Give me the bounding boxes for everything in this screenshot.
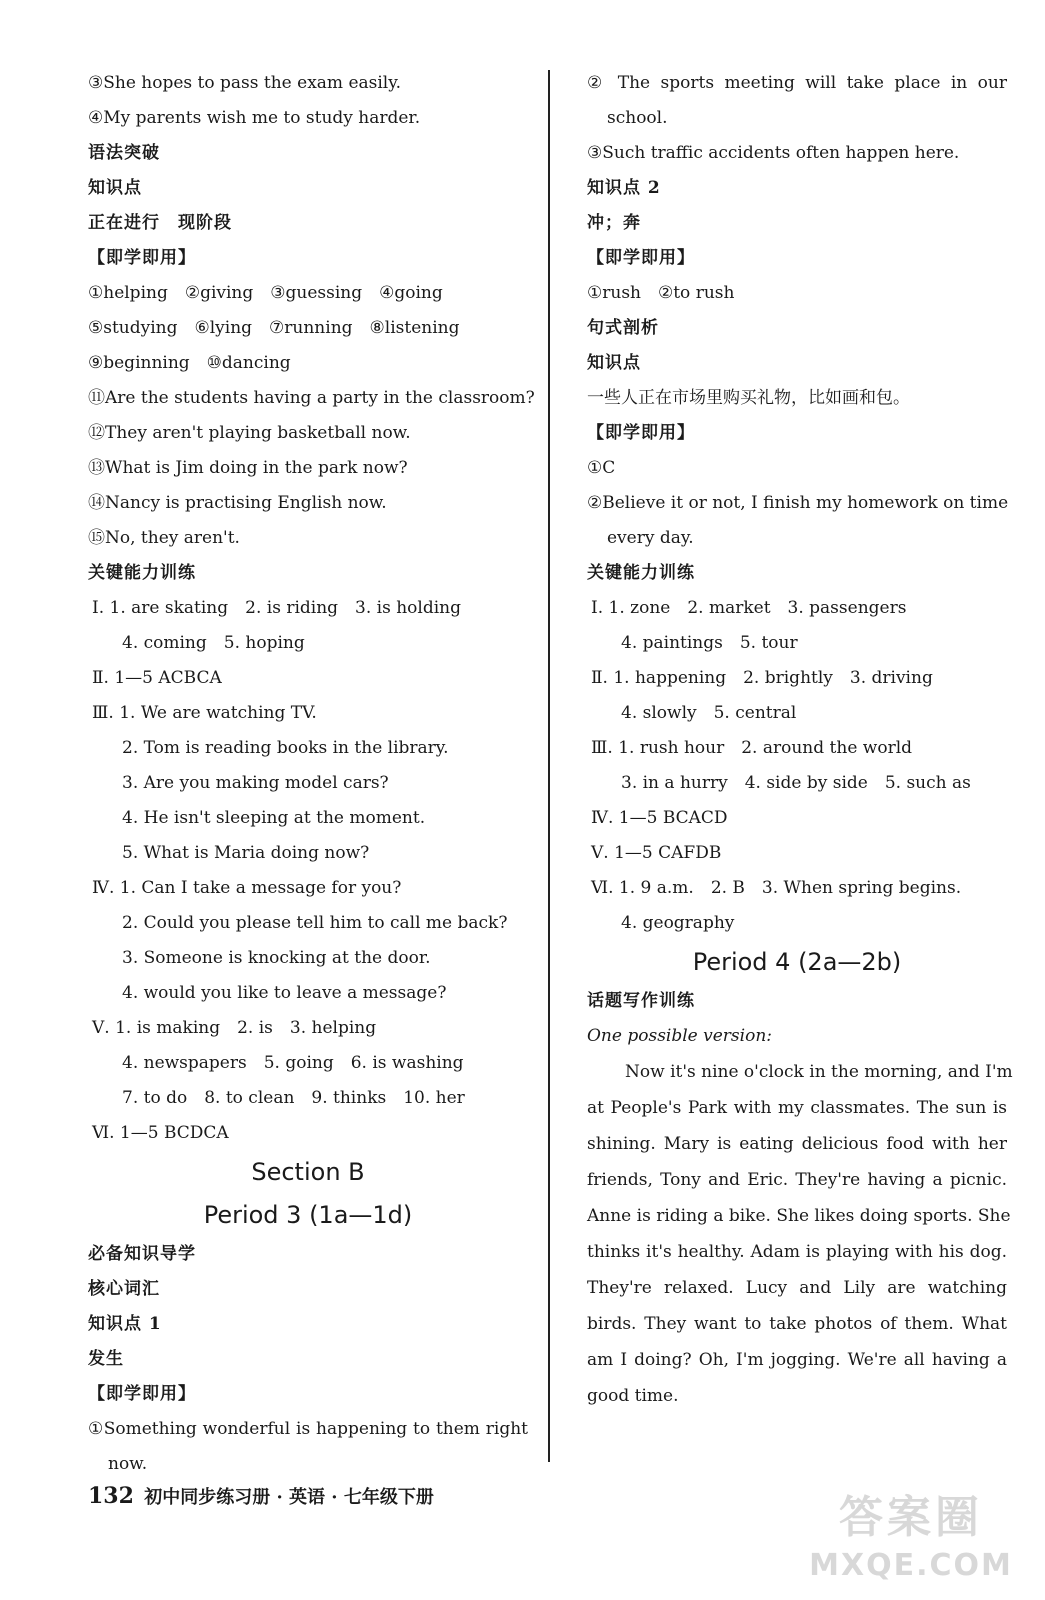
answer-line: 5. What is Maria doing now?: [122, 843, 370, 863]
answer-line: 关键能力训练: [88, 563, 196, 583]
answer-line: Ⅵ. 1. 9 a.m. 2. B 3. When spring begins.: [591, 878, 962, 898]
answer-line: Ⅰ. 1. are skating 2. is riding 3. is holding: [92, 598, 461, 618]
answer-line: ②Believe it or not, I finish my homework on time: [587, 493, 1009, 513]
answer-line: Ⅳ. 1. Can I take a message for you?: [92, 878, 402, 898]
answer-line: ⑭Nancy is practising English now.: [88, 493, 387, 513]
answer-line: 4. paintings 5. tour: [621, 633, 798, 653]
essay-line: Now it's nine o'clock in the morning, and I'm: [625, 1062, 1013, 1082]
section-heading: Period 4 (2a—2b): [692, 948, 902, 976]
right-column: [587, 66, 1013, 1414]
answer-line: 3. Someone is knocking at the door.: [122, 948, 431, 968]
essay-line: at People's Park with my classmates. The sun is: [587, 1098, 1007, 1118]
page-footer: [88, 1483, 434, 1509]
answer-line: 4. coming 5. hoping: [122, 633, 305, 653]
answer-line: Ⅵ. 1—5 BCDCA: [92, 1123, 229, 1143]
sample-essay: [587, 1054, 1013, 1414]
answer-line: 知识点 2: [587, 178, 661, 198]
essay-line: Anne is riding a bike. She likes doing sports. She: [587, 1206, 1011, 1226]
column-divider: [548, 70, 550, 1462]
answer-line: 4. He isn't sleeping at the moment.: [122, 808, 426, 828]
answer-line: 4. slowly 5. central: [621, 703, 797, 723]
answer-line: Ⅳ. 1—5 BCACD: [591, 808, 728, 828]
section-heading: Section B: [251, 1158, 365, 1186]
answer-line: 知识点: [88, 178, 142, 198]
answer-line: 知识点 1: [88, 1314, 162, 1334]
answer-line: 3. in a hurry 4. side by side 5. such as: [621, 773, 971, 793]
watermark-cn: 答案圈: [839, 1492, 983, 1543]
answer-line: One possible version:: [587, 1026, 772, 1046]
answer-line: 2. Could you please tell him to call me back?: [122, 913, 508, 933]
answer-line: ①Something wonderful is happening to them right: [88, 1419, 528, 1439]
answer-line: ①C: [587, 458, 616, 478]
right-column-answers: [587, 66, 1007, 1054]
answer-line: Ⅰ. 1. zone 2. market 3. passengers: [591, 598, 907, 618]
answer-line: Ⅱ. 1—5 ACBCA: [92, 668, 222, 688]
essay-line: friends, Tony and Eric. They're having a picnic.: [587, 1170, 1007, 1190]
answer-line: ①helping ②giving ③guessing ④going: [88, 283, 443, 303]
essay-line: good time.: [587, 1386, 679, 1406]
answer-line: 4. newspapers 5. going 6. is washing: [122, 1053, 464, 1073]
answer-line: 核心词汇: [88, 1279, 160, 1299]
answer-line: ② The sports meeting will take place in our: [587, 73, 1007, 93]
answer-line: Ⅱ. 1. happening 2. brightly 3. driving: [591, 668, 933, 688]
answer-line: 4. would you like to leave a message?: [122, 983, 447, 1003]
answer-line: 知识点: [587, 353, 641, 373]
watermark-en: MXQE.COM: [809, 1548, 1013, 1583]
answer-line: 正在进行 现阶段: [88, 213, 232, 233]
answer-line: ⑬What is Jim doing in the park now?: [88, 458, 408, 478]
answer-line: 4. geography: [621, 913, 735, 933]
answer-line: ①rush ②to rush: [587, 283, 735, 303]
section-heading: Period 3 (1a—1d): [203, 1201, 413, 1229]
answer-line: Ⅴ. 1—5 CAFDB: [591, 843, 722, 863]
answer-line: 必备知识导学: [88, 1244, 196, 1264]
answer-line: ③She hopes to pass the exam easily.: [88, 73, 401, 93]
book-title: 初中同步练习册 · 英语 · 七年级下册: [144, 1487, 434, 1508]
answer-line: 一些人正在市场里购买礼物，比如画和包。: [587, 388, 910, 408]
essay-line: shining. Mary is eating delicious food with her: [587, 1134, 1007, 1154]
answer-line: school.: [607, 108, 668, 128]
answer-line: ⑮No, they aren't.: [88, 528, 240, 548]
answer-line: 3. Are you making model cars?: [122, 773, 389, 793]
answer-line: 发生: [88, 1349, 124, 1369]
site-watermark: [791, 1488, 1031, 1588]
answer-line: 话题写作训练: [587, 991, 695, 1011]
answer-line: now.: [108, 1454, 148, 1474]
answer-line: 语法突破: [88, 143, 160, 163]
answer-line: 句式剖析: [587, 318, 659, 338]
answer-line: 关键能力训练: [587, 563, 695, 583]
answer-line: ⑨beginning ⑩dancing: [88, 353, 291, 373]
answer-line: ④My parents wish me to study harder.: [88, 108, 421, 128]
answer-line: Ⅴ. 1. is making 2. is 3. helping: [92, 1018, 377, 1038]
answer-line: 7. to do 8. to clean 9. thinks 10. her: [122, 1088, 465, 1108]
answer-line: ⑤studying ⑥lying ⑦running ⑧listening: [88, 318, 460, 338]
answer-line: 【即学即用】: [587, 248, 695, 268]
essay-line: They're relaxed. Lucy and Lily are watching: [587, 1278, 1007, 1298]
answer-line: 冲；奔: [587, 213, 641, 233]
page-number: 132: [88, 1483, 134, 1509]
answer-line: ③Such traffic accidents often happen here.: [587, 143, 960, 163]
answer-line: Ⅲ. 1. rush hour 2. around the world: [591, 738, 913, 758]
answer-line: Ⅲ. 1. We are watching TV.: [92, 703, 317, 723]
essay-line: birds. They want to take photos of them. What: [587, 1314, 1007, 1334]
essay-line: thinks it's healthy. Adam is playing with his dog.: [587, 1242, 1007, 1262]
answer-line: 2. Tom is reading books in the library.: [122, 738, 449, 758]
answer-line: every day.: [607, 528, 694, 548]
answer-line: ⑪Are the students having a party in the classroom?: [88, 388, 535, 408]
answer-line: 【即学即用】: [88, 248, 196, 268]
answer-line: ⑫They aren't playing basketball now.: [88, 423, 411, 443]
left-column: [88, 66, 535, 1482]
answer-line: 【即学即用】: [587, 423, 695, 443]
essay-line: am I doing? Oh, I'm jogging. We're all having a: [587, 1350, 1007, 1370]
answer-line: 【即学即用】: [88, 1384, 196, 1404]
